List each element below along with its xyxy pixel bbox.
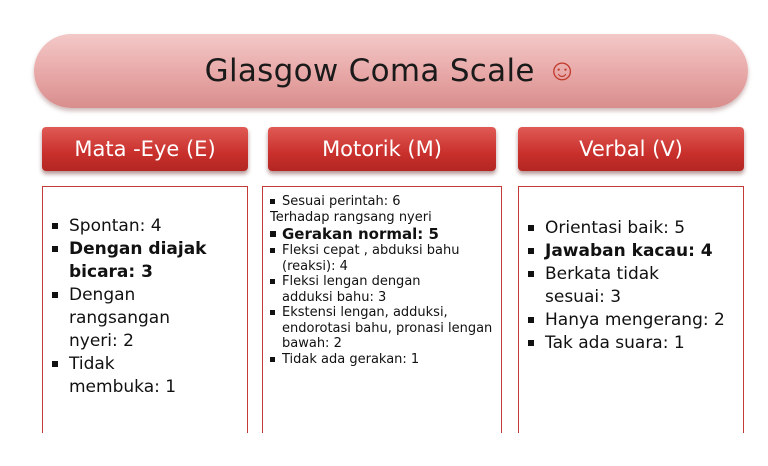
list-item	[43, 353, 238, 399]
motor-panel	[262, 186, 502, 433]
list-item-text: Ekstensi lengan, adduksi, endorotasi bahu, pronasi lengan bawah: 2	[282, 305, 493, 351]
list-item	[263, 274, 497, 305]
bullet-icon	[528, 248, 534, 254]
list-item	[43, 238, 238, 284]
list-item	[263, 210, 497, 226]
list-item	[519, 309, 741, 332]
list-item-text: Tidak membuka: 1	[69, 354, 177, 397]
list-item	[263, 194, 497, 210]
list-item	[519, 217, 741, 240]
verbal-list	[519, 217, 741, 355]
bullet-icon	[270, 310, 275, 315]
list-item-text: Spontan: 4	[69, 216, 162, 236]
list-item-text: Terhadap rangsang nyeri	[270, 209, 432, 225]
bullet-icon	[270, 357, 275, 362]
list-item-text: Berkata tidak sesuai: 3	[545, 264, 660, 307]
eye-panel	[42, 186, 248, 433]
bullet-icon	[52, 292, 58, 298]
list-item-text: Dengan diajak bicara: 3	[69, 239, 207, 282]
list-item	[519, 240, 741, 263]
list-item	[519, 332, 741, 355]
list-item-text: Fleksi lengan dengan adduksi bahu: 3	[282, 274, 421, 305]
bullet-icon	[52, 361, 58, 367]
list-item-text: Sesuai perintah: 6	[282, 194, 401, 209]
bullet-icon	[52, 246, 58, 252]
verbal-header: Verbal (V)	[518, 127, 744, 171]
bullet-icon	[528, 271, 534, 277]
bullet-icon	[528, 225, 534, 231]
bullet-icon	[528, 340, 534, 346]
list-item	[263, 225, 497, 243]
eye-list	[43, 215, 238, 399]
list-item-text: Hanya mengerang: 2	[545, 310, 725, 330]
page-title: Glasgow Coma Scale	[204, 53, 535, 89]
eye-header: Mata -Eye (E)	[42, 127, 248, 171]
motor-list	[263, 194, 501, 367]
list-item	[263, 243, 497, 274]
bullet-icon	[270, 199, 275, 204]
list-item	[519, 263, 741, 309]
list-item-text: Gerakan normal: 5	[282, 225, 439, 243]
verbal-panel	[518, 186, 744, 433]
bullet-icon	[270, 231, 276, 237]
motor-header: Motorik (M)	[268, 127, 496, 171]
list-item-text: Dengan rangsangan nyeri: 2	[69, 285, 171, 351]
list-item	[43, 284, 238, 353]
smiley-icon: ☺	[546, 54, 578, 87]
bullet-icon	[52, 223, 58, 229]
list-item-text: Tidak ada gerakan: 1	[282, 351, 420, 367]
bullet-icon	[528, 317, 534, 323]
list-item-text: Jawaban kacau: 4	[545, 241, 713, 261]
list-item-text: Fleksi cepat , abduksi bahu (reaksi): 4	[282, 243, 460, 274]
bullet-icon	[270, 248, 275, 253]
list-item	[263, 352, 497, 368]
bullet-icon	[270, 279, 275, 284]
title-banner	[34, 34, 748, 108]
list-item-text: Tak ada suara: 1	[545, 333, 685, 353]
list-item-text: Orientasi baik: 5	[545, 218, 686, 238]
list-item	[43, 215, 238, 238]
list-item	[263, 305, 497, 352]
